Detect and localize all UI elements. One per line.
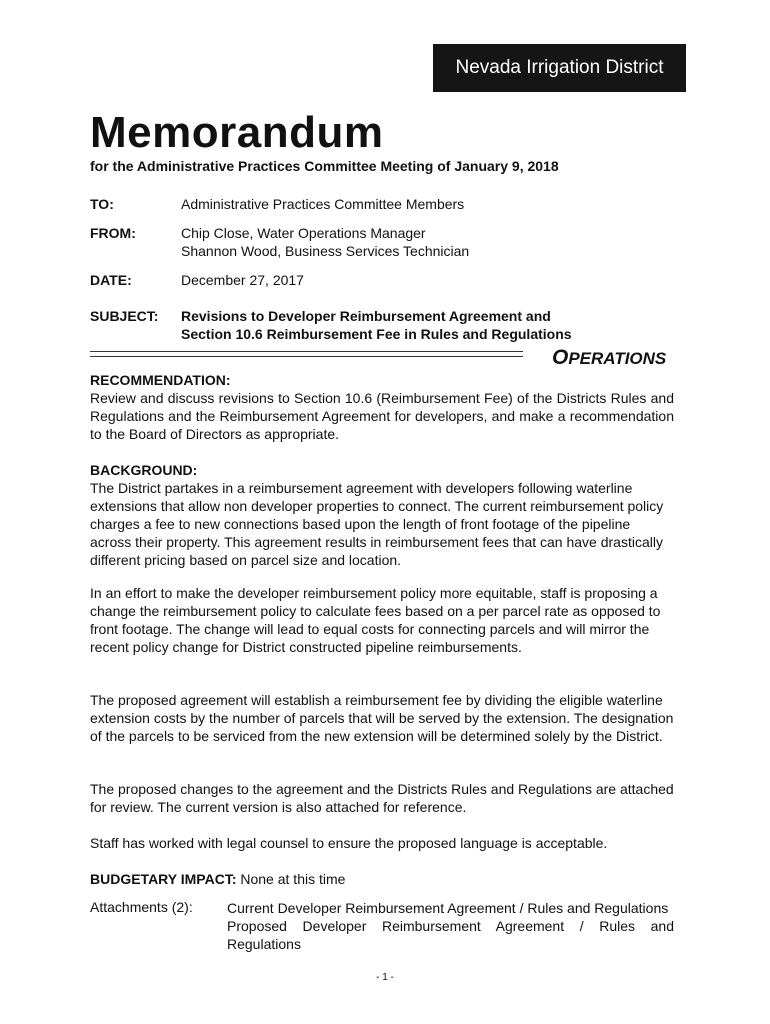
section-divider: [90, 351, 523, 357]
department-rest: PERATIONS: [568, 349, 667, 368]
page-number: - 1 -: [376, 972, 394, 983]
to-value: Administrative Practices Committee Members: [181, 196, 465, 212]
background-paragraph-2: In an effort to make the developer reimbursement policy more equitable, staff is proposing a change the reimbursement policy to calculate fees based on a per parcel rate as opposed to front footage. The change will lead to equal costs for connecting parcels and will mirror the recent policy change for District constructed pipeline reimbursements.: [90, 585, 661, 655]
background-paragraph-1: The District partakes in a reimbursement agreement with developers following waterline extensions that allow non developer properties to connect. The current reimbursement policy charges a fee to new connections based upon the length of front footage of the pipeline across their property. This agreement results in reimbursement fees that can have drastically different pricing based on parcel size and location.: [90, 480, 664, 568]
from-value-2: Shannon Wood, Business Services Technician: [181, 243, 470, 259]
from-value-1: Chip Close, Water Operations Manager: [181, 225, 426, 241]
subject-label: SUBJECT:: [90, 308, 159, 324]
department-label: [552, 346, 666, 370]
attachments-list: [227, 899, 674, 953]
background-paragraph-4: The proposed changes to the agreement and the Districts Rules and Regulations are attached for review. The current version is also attached for reference.: [90, 781, 674, 815]
recommendation-heading: RECOMMENDATION:: [90, 372, 231, 388]
budgetary-impact: [90, 870, 674, 888]
organization-name: Nevada Irrigation District: [455, 57, 664, 78]
background-paragraph-5: Staff has worked with legal counsel to ensure the proposed language is acceptable.: [90, 835, 608, 851]
from-label: FROM:: [90, 225, 136, 241]
subject-value-2: Section 10.6 Reimbursement Fee in Rules and Regulations: [181, 326, 572, 342]
memo-title: Memorandum: [90, 108, 384, 157]
date-value: December 27, 2017: [181, 272, 304, 288]
budget-text: None at this time: [236, 871, 346, 887]
to-label: TO:: [90, 196, 114, 212]
attachments-label: Attachments (2):: [90, 899, 193, 915]
budget-label: BUDGETARY IMPACT:: [90, 871, 237, 887]
background-paragraph-3: The proposed agreement will establish a reimbursement fee by dividing the eligible waterline extension costs by the number of parcels that will be served by the extension. The designation of the parcels to be serviced from the new extension will be determined solely by the District.: [90, 692, 674, 744]
department-initial: O: [552, 346, 569, 369]
background-heading: BACKGROUND:: [90, 462, 198, 478]
organization-banner: [433, 44, 686, 92]
attachment-2: Proposed Developer Reimbursement Agreement / Rules and Regulations: [227, 918, 674, 952]
attachment-1: Current Developer Reimbursement Agreement / Rules and Regulations: [227, 900, 669, 916]
recommendation-text: Review and discuss revisions to Section 10.6 (Reimbursement Fee) of the Districts Rules and Regulations and the Reimbursement Agreement for developers, and make a recommendation to the Board of Directors as appropriate.: [90, 390, 674, 442]
memo-subtitle: for the Administrative Practices Committee Meeting of January 9, 2018: [90, 158, 559, 174]
date-label: DATE:: [90, 272, 132, 288]
subject-value-1: Revisions to Developer Reimbursement Agreement and: [181, 308, 551, 324]
